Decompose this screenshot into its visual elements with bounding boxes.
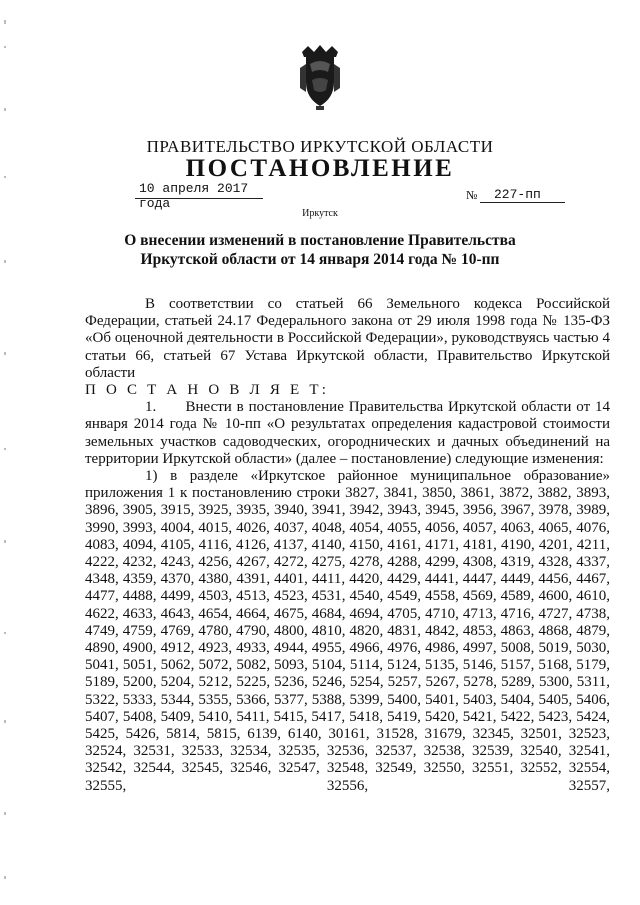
document-body	[85, 296, 610, 795]
item-1-paragraph: 1. Внести в постановление Правительства Иркутской области от 14 января 2014 года № 10-пп «О результатах определения кадастровой стоимости земельных участков садоводческих, огороднических и дачных объединений на территории Иркутской области» (далее – постановление) следующие изменения:	[85, 399, 610, 467]
document-number: 227-пп	[480, 187, 565, 203]
issuing-authority: ПРАВИТЕЛЬСТВО ИРКУТСКОЙ ОБЛАСТИ	[146, 137, 494, 156]
coat-of-arms-emblem	[296, 44, 344, 114]
place-of-issue: Иркутск	[302, 208, 338, 219]
subitem-1-paragraph: 1) в разделе «Иркутское районное муниципальное образование» приложения 1 к постановлению строки 3827, 3841, 3850, 3861, 3872, 3882, 3893, 3896, 3905, 3915, 3925, 3935, 3940, 3941, 3942, 3943, 3945, 3956, 3967, 3978, 3989, 3990, 3993, 4004, 4015, 4026, 4037, 4048, 4054, 4055, 4056, 4057, 4063, 4065, 4076, 4083, 4094, 4105, 4116, 4126, 4137, 4140, 4150, 4161, 4171, 4181, 4190, 4201, 4211, 4222, 4232, 4243, 4256, 4267, 4272, 4275, 4278, 4288, 4299, 4308, 4319, 4328, 4337, 4348, 4359, 4370, 4380, 4391, 4401, 4411, 4420, 4429, 4441, 4447, 4449, 4456, 4467, 4477, 4488, 4499, 4503, 4513, 4523, 4531, 4540, 4549, 4558, 4569, 4589, 4600, 4610, 4622, 4633, 4643, 4654, 4664, 4675, 4684, 4694, 4705, 4710, 4713, 4716, 4727, 4738, 4749, 4759, 4769, 4780, 4790, 4800, 4810, 4820, 4831, 4842, 4853, 4863, 4868, 4879, 4890, 4900, 4912, 4923, 4933, 4944, 4955, 4966, 4976, 4986, 4997, 5008, 5019, 5030, 5041, 5051, 5062, 5072, 5082, 5093, 5104, 5114, 5124, 5135, 5146, 5157, 5168, 5179, 5189, 5200, 5204, 5212, 5225, 5236, 5246, 5254, 5257, 5267, 5278, 5289, 5300, 5311, 5322, 5333, 5344, 5355, 5366, 5377, 5388, 5399, 5400, 5401, 5403, 5404, 5405, 5406, 5407, 5408, 5409, 5410, 5411, 5415, 5417, 5418, 5419, 5420, 5421, 5422, 5423, 5424, 5425, 5426, 5814, 5815, 6139, 6140, 30161, 31528, 31679, 32345, 32501, 32523, 32524, 32531, 32533, 32534, 32535, 32536, 32537, 32538, 32539, 32540, 32541, 32542, 32544, 32545, 32546, 32547, 32548, 32549, 32550, 32551, 32552, 32554, 32555, 32556, 32557,	[85, 468, 610, 794]
number-sign: №	[466, 188, 478, 202]
scan-edge-marks	[0, 0, 8, 905]
document-title: О внесении изменений в постановление Правительства Иркутской области от 14 января 2014 года № 10-пп	[124, 232, 516, 268]
decree-word: П О С Т А Н О В Л Я Е Т:	[85, 382, 330, 399]
preamble-paragraph: В соответствии со статьей 66 Земельного кодекса Российской Федерации, статьей 24.17 Федерального закона от 29 июля 1998 года № 135-ФЗ «Об оценочной деятельности в Российской Федерации», руководствуясь частью 4 статьи 66, статьей 67 Устава Иркутской области, Правительство Иркутской области	[85, 296, 610, 381]
document-type-heading: ПОСТАНОВЛЕНИЕ	[185, 155, 455, 182]
document-date: 10 апреля 2017 года	[135, 181, 263, 199]
